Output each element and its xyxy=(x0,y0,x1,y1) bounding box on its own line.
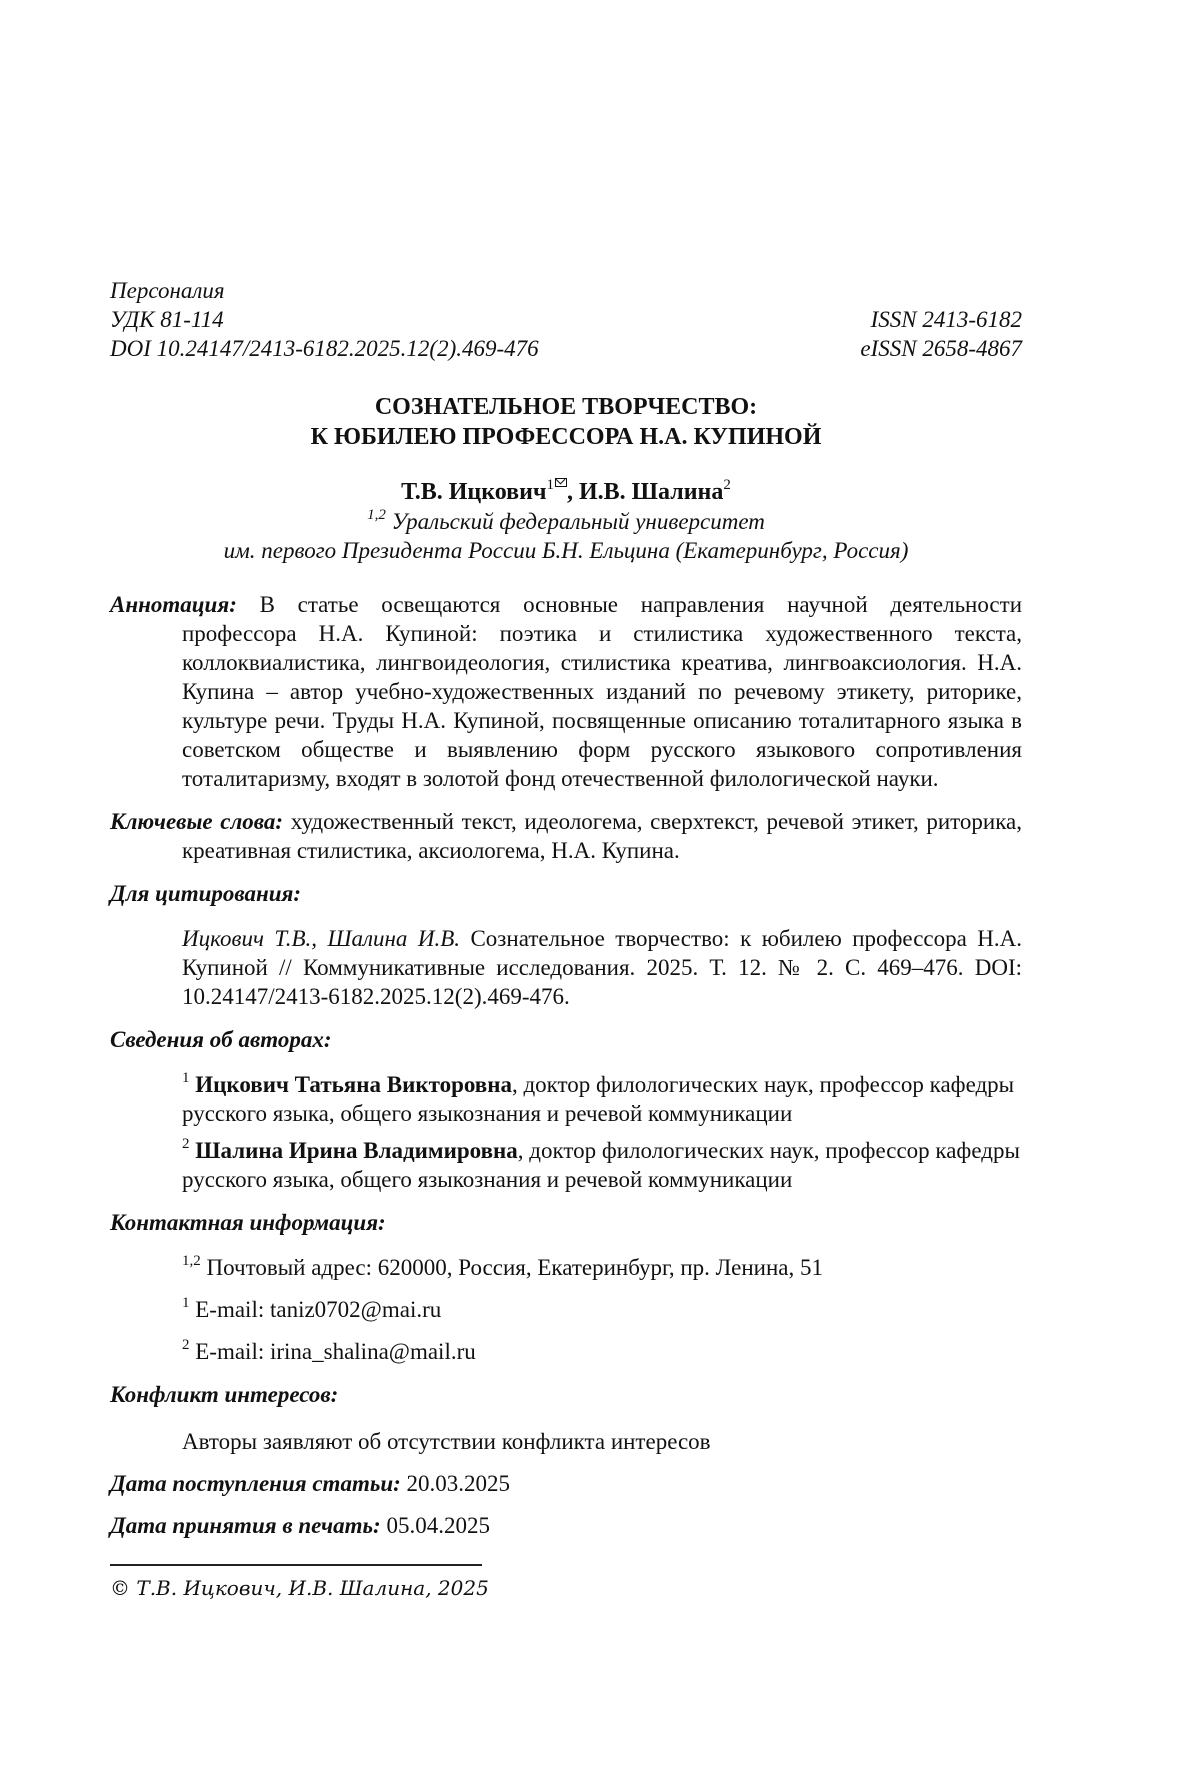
email-2-text: E-mail: irina_shalina@mail.ru xyxy=(195,1339,476,1364)
citation-authors: Ицкович Т.В., Шалина И.В. xyxy=(182,926,461,951)
email-1-text: E-mail: taniz0702@mai.ru xyxy=(195,1297,442,1322)
article-title xyxy=(110,392,1022,452)
author-info-2-desc: , доктор филологических наук, профессор кафедры русского языка, общего языкознания и речевой коммуникации xyxy=(182,1138,1020,1192)
contact-email-2 xyxy=(110,1337,1022,1366)
author-1-sup: 1 xyxy=(546,477,554,493)
keywords-text: художественный текст, идеологема, сверхтекст, речевой этикет, риторика, креативная стилистика, аксиологема, Н.А. Купина. xyxy=(182,809,1023,863)
accepted-label: Дата принятия в печать: xyxy=(110,1513,381,1538)
author-info-1-desc: , доктор филологических наук, профессор кафедры русского языка, общего языкознания и речевой коммуникации xyxy=(182,1072,1015,1126)
title-line-2: К ЮБИЛЕЮ ПРОФЕССОРА Н.А. КУПИНОЙ xyxy=(310,424,822,450)
title-line-1: СОЗНАТЕЛЬНОЕ ТВОРЧЕСТВО: xyxy=(374,394,758,420)
conflict-label: Конфликт интересов: xyxy=(110,1382,339,1407)
contact-address xyxy=(110,1253,1022,1282)
received-label: Дата поступления статьи: xyxy=(110,1471,401,1496)
author-separator: , xyxy=(566,479,579,505)
author-info-1-name: Ицкович Татьяна Викторовна xyxy=(195,1072,512,1097)
footnote-divider xyxy=(110,1564,482,1566)
issn: ISSN 2413-6182 xyxy=(870,307,1022,332)
abstract-text: В статье освещаются основные направления научной деятельности профессора Н.А. Купиной: поэтика и стилистика художественного текста, коллоквиалистика, лингвоидеология, стилистика креатива, лингвоаксиология. Н.А. Купина – автор учебно-художественных изданий по речевому этикету, риторике, культуре речи. Труды Н.А. Купиной, посвященные описанию тоталитарного языка в советском обществе и выявлению форм русского языкового сопротивления тоталитаризму, входят в золотой фонд отечественной филологической науки. xyxy=(182,592,1023,791)
copyright: © Т.В. Ицкович, И.В. Шалина, 2025 xyxy=(110,1576,489,1600)
author-info-2 xyxy=(110,1136,1022,1194)
affil-sup: 1,2 xyxy=(367,507,386,523)
author-2: И.В. Шалина xyxy=(578,479,724,505)
citation-label: Для цитирования: xyxy=(110,881,302,906)
received-date xyxy=(110,1469,1022,1498)
article-header xyxy=(110,276,1022,363)
citation-text: Сознательное творчество: к юбилею профессора Н.А. Купиной // Коммуникативные исследования. 2025. Т. 12. № 2. С. 469–476. DOI: 10.24147/2413-6182.2025.12(2).469-476. xyxy=(182,926,1023,1009)
received-value: 20.03.2025 xyxy=(406,1471,511,1496)
contacts-label: Контактная информация: xyxy=(110,1210,386,1235)
section-label: Персоналия xyxy=(110,278,225,303)
affiliation xyxy=(110,507,1022,565)
accepted-value: 05.04.2025 xyxy=(386,1513,490,1538)
author-info-1 xyxy=(110,1070,1022,1128)
author-info-2-sup: 2 xyxy=(182,1136,190,1152)
article-first-page xyxy=(110,276,1022,1602)
contact-email-1 xyxy=(110,1295,1022,1324)
eissn: eISSN 2658-4867 xyxy=(860,336,1022,361)
author-2-sup: 2 xyxy=(723,477,731,493)
author-info-2-name: Шалина Ирина Владимировна xyxy=(195,1138,518,1163)
affil-line-2: им. первого Президента России Б.Н. Ельцина (Екатеринбург, Россия) xyxy=(223,538,909,563)
address-text: Почтовый адрес: 620000, Россия, Екатеринбург, пр. Ленина, 51 xyxy=(206,1255,823,1280)
authors-line xyxy=(110,477,1022,507)
author-1: Т.В. Ицкович xyxy=(401,479,547,505)
envelope-icon xyxy=(555,478,567,487)
keywords xyxy=(110,807,1022,865)
keywords-label: Ключевые слова: xyxy=(110,809,284,834)
accepted-date xyxy=(110,1511,1022,1540)
abstract xyxy=(110,590,1022,793)
abstract-label: Аннотация: xyxy=(110,592,237,617)
address-sup: 1,2 xyxy=(182,1253,201,1269)
email-2-sup: 2 xyxy=(182,1337,190,1353)
author-info-1-sup: 1 xyxy=(182,1070,190,1086)
affil-line-1: Уральский федеральный университет xyxy=(391,509,765,534)
doi: DOI 10.24147/2413-6182.2025.12(2).469-476 xyxy=(110,336,539,361)
email-1-sup: 1 xyxy=(182,1295,190,1311)
citation xyxy=(110,924,1022,1011)
udc-code: УДК 81-114 xyxy=(110,307,224,332)
about-authors-label: Сведения об авторах: xyxy=(110,1027,332,1052)
conflict-text: Авторы заявляют об отсутствии конфликта интересов xyxy=(182,1429,711,1454)
